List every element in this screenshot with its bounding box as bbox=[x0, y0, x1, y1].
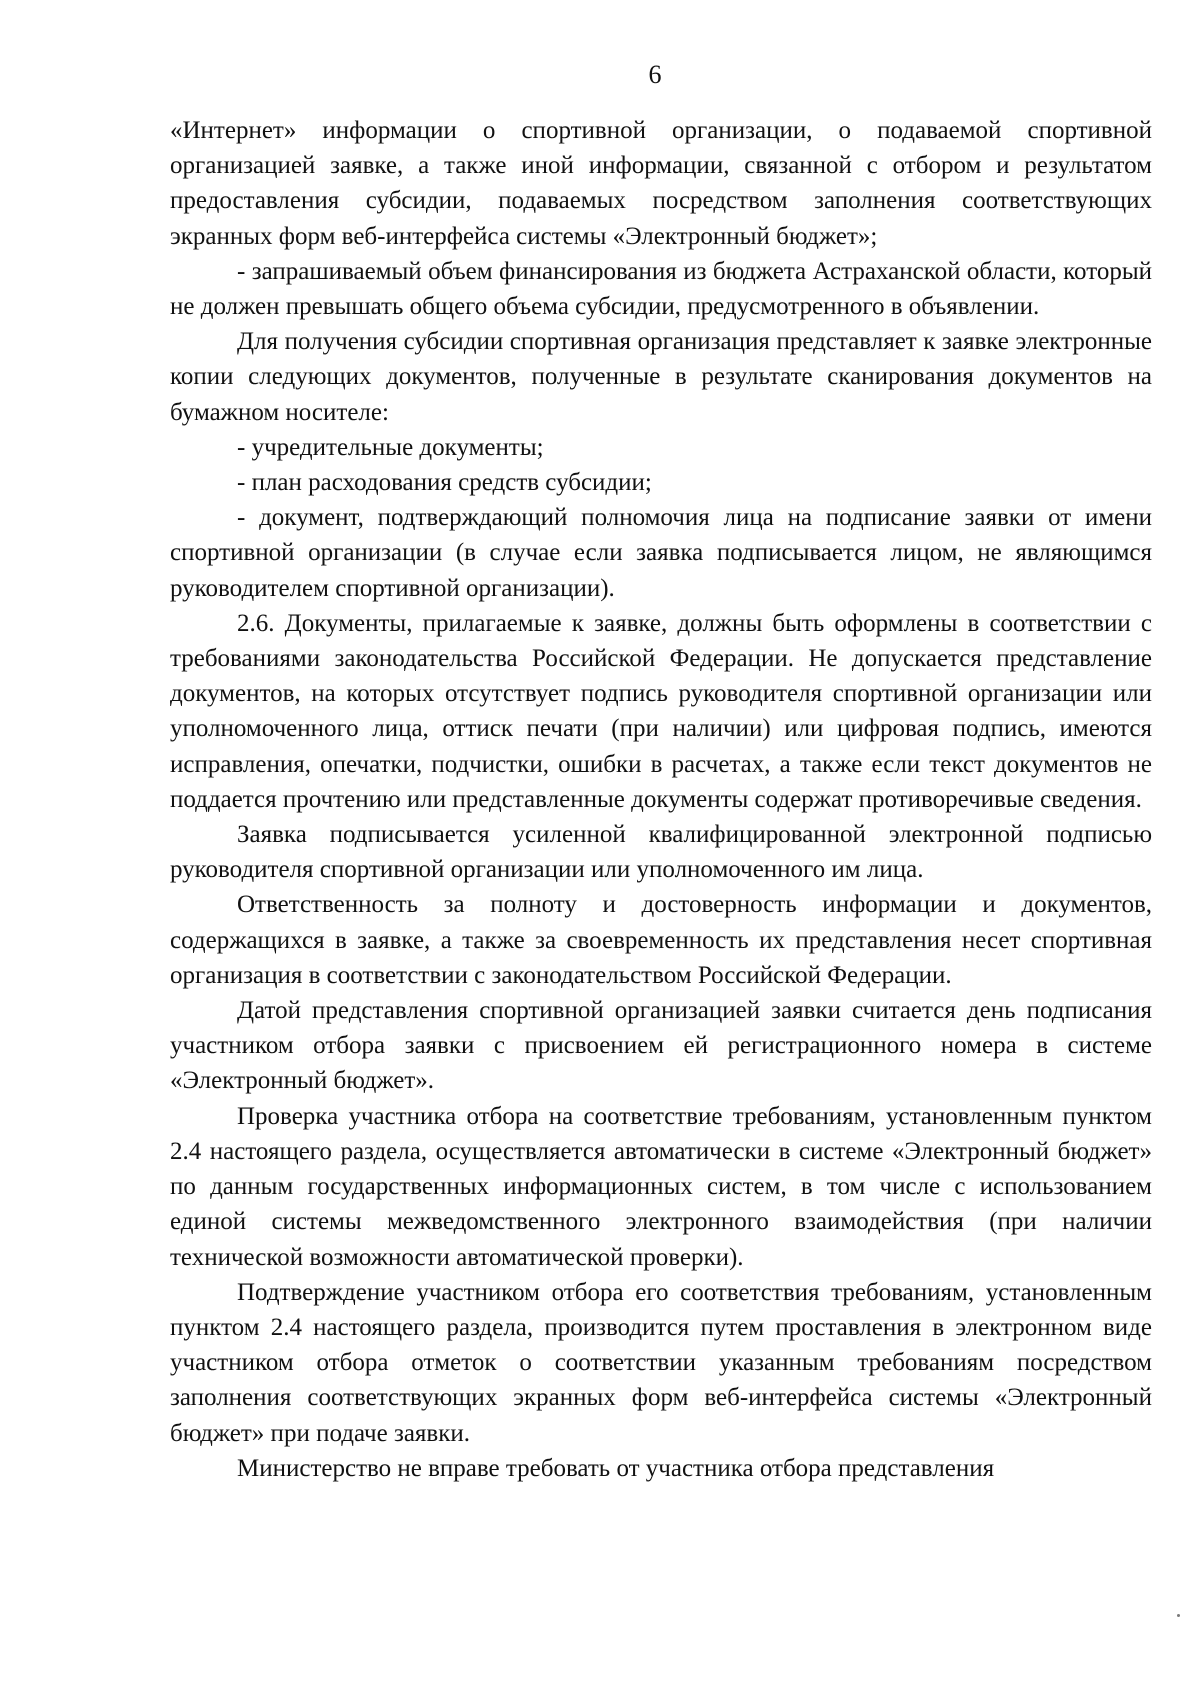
paragraph: Заявка подписывается усиленной квалифицированной электронной подписью руководителя спортивной организации или уполномоченного им лица. bbox=[170, 821, 1152, 884]
paragraph: Проверка участника отбора на соответствие требованиям, установленным пунктом 2.4 настоящего раздела, осуществляется автоматически в системе «Электронный бюджет» по данным государственных информационных систем, в том числе с использованием единой системы межведомственного электронного взаимодействия (при наличии технической возможности автоматической проверки). bbox=[170, 1102, 1152, 1271]
paragraph: «Интернет» информации о спортивной организации, о подаваемой спортивной организацией заявке, а также иной информации, связанной с отбором и результатом предоставления субсидии, подаваемых посредством заполнения соответствующих экранных форм веб-интерфейса системы «Электронный бюджет»; bbox=[170, 117, 1152, 250]
page-number: 6 bbox=[648, 60, 662, 89]
document-body bbox=[170, 113, 1152, 1486]
scan-speck bbox=[1177, 1614, 1180, 1617]
paragraph: Для получения субсидии спортивная организация представляет к заявке электронные копии следующих документов, полученные в результате сканирования документов на бумажном носителе: bbox=[170, 328, 1152, 426]
list-item: - документ, подтверждающий полномочия лица на подписание заявки от имени спортивной организации (в случае если заявка подписывается лицом, не являющимся руководителем спортивной организации). bbox=[170, 504, 1152, 602]
paragraph: 2.6. Документы, прилагаемые к заявке, должны быть оформлены в соответствии с требованиями законодательства Российской Федерации. Не допускается представление документов, на которых отсутствует подпись руководителя спортивной организации или уполномоченного лица, оттиск печати (при наличии) или цифровая подпись, имеются исправления, опечатки, подчистки, ошибки в расчетах, а также если текст документов не поддается прочтению или представленные документы содержат противоречивые сведения. bbox=[170, 609, 1152, 813]
paragraph: Датой представления спортивной организацией заявки считается день подписания участником отбора заявки с присвоением ей регистрационного номера в системе «Электронный бюджет». bbox=[170, 997, 1152, 1095]
paragraph: Подтверждение участником отбора его соответствия требованиям, установленным пунктом 2.4 настоящего раздела, производится путем проставления в электронном виде участником отбора отметок о соответствии указанным требованиям посредством заполнения соответствующих экранных форм веб-интерфейса системы «Электронный бюджет» при подаче заявки. bbox=[170, 1278, 1152, 1447]
paragraph: - запрашиваемый объем финансирования из бюджета Астраханской области, который не должен превышать общего объема субсидии, предусмотренного в объявлении. bbox=[170, 257, 1152, 321]
list-item: - учредительные документы; bbox=[237, 433, 544, 461]
list-item: - план расходования средств субсидии; bbox=[237, 469, 652, 497]
paragraph: Министерство не вправе требовать от участника отбора представления bbox=[237, 1454, 995, 1482]
paragraph: Ответственность за полноту и достоверность информации и документов, содержащихся в заявке, а также за своевременность их представления несет спортивная организация в соответствии с законодательством Российской Федерации. bbox=[170, 891, 1152, 989]
